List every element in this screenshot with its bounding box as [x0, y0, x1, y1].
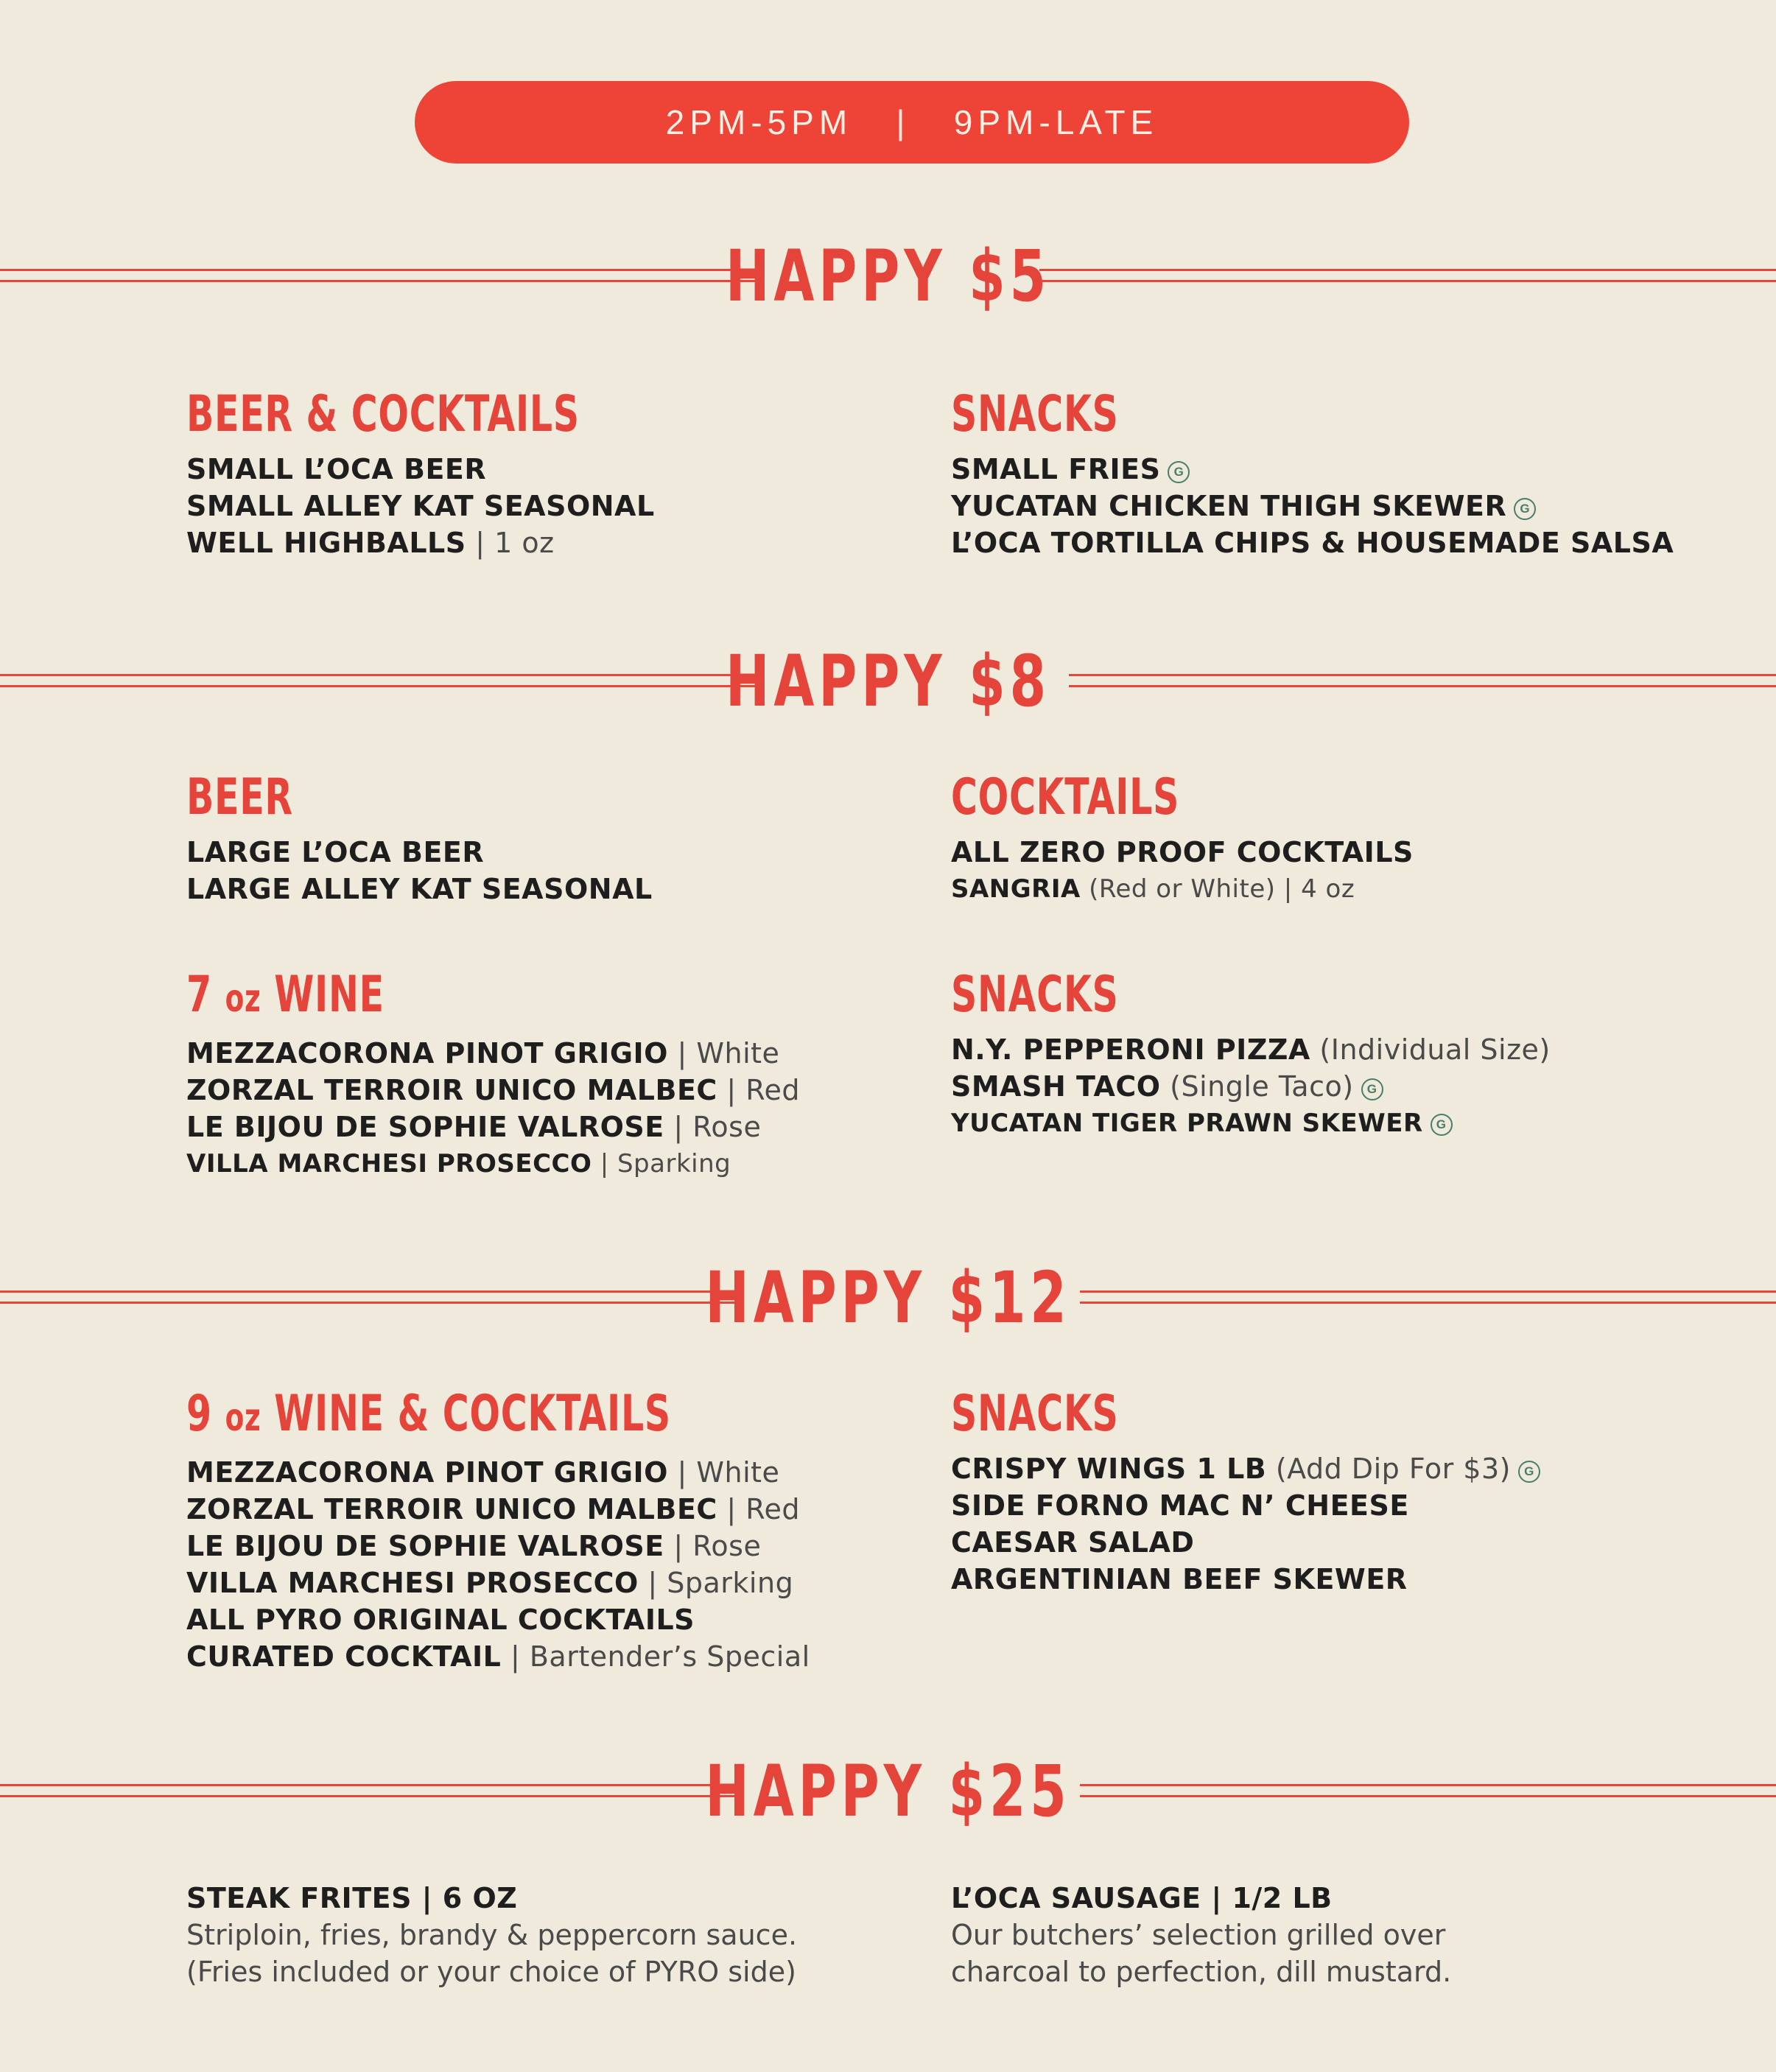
category-heading: BEER [186, 768, 293, 826]
category-heading: SNACKS [951, 1385, 1119, 1443]
gluten-free-icon: G [1361, 1078, 1383, 1100]
category-heading: BEER & COCKTAILS [186, 385, 580, 443]
happy8-snacks [951, 963, 1551, 1142]
happy5-beer-cocktails [186, 383, 732, 561]
hours-banner [415, 81, 1409, 164]
section-divider-happy-8 [0, 640, 1776, 723]
gluten-free-icon: G [1168, 461, 1190, 483]
menu-item: VILLA MARCHESI PROSECCO | Sparking [186, 1567, 794, 1599]
menu-item: CRISPY WINGS 1 LB (Add Dip For $3) G [951, 1450, 1540, 1487]
happy8-cocktails [951, 766, 1414, 907]
gluten-free-icon: G [1514, 498, 1536, 520]
section-divider-happy-25 [0, 1750, 1776, 1833]
happy12-wine-cocktails [186, 1383, 860, 1675]
happy8-wine [186, 963, 800, 1182]
feature-item-name: STEAK FRITES | 6 OZ [186, 1882, 518, 1914]
happy12-snacks [951, 1383, 1540, 1598]
menu-item: LARGE L’OCA BEER [186, 836, 485, 868]
hours-label: 2PM-5PM | 9PM-LATE [665, 103, 1159, 141]
category-heading: 9 oz WINE & COCKTAILS [186, 1385, 671, 1443]
feature-item-description: charcoal to perfection, dill mustard. [951, 1956, 1452, 1988]
feature-item-description: (Fries included or your choice of PYRO side) [186, 1956, 796, 1988]
menu-item: MEZZACORONA PINOT GRIGIO | White [186, 1037, 780, 1070]
menu-item: CURATED COCKTAIL | Bartender’s Special [186, 1640, 810, 1673]
section-divider-happy-5 [0, 235, 1776, 317]
happy25-steak-frites [186, 1880, 797, 1990]
section-title: HAPPY $8 [726, 640, 1050, 723]
menu-item: ALL PYRO ORIGINAL COCKTAILS [186, 1604, 695, 1636]
menu-item: MEZZACORONA PINOT GRIGIO | White [186, 1456, 780, 1489]
menu-item: LE BIJOU DE SOPHIE VALROSE | Rose [186, 1111, 762, 1143]
menu-item: LARGE ALLEY KAT SEASONAL [186, 873, 653, 905]
category-heading: COCKTAILS [951, 768, 1180, 826]
menu-item: LE BIJOU DE SOPHIE VALROSE | Rose [186, 1530, 762, 1562]
feature-item-description: Striploin, fries, brandy & peppercorn sauce. [186, 1919, 798, 1951]
menu-item: SANGRIA (Red or White) | 4 oz [951, 874, 1355, 904]
menu-item: ARGENTINIAN BEEF SKEWER [951, 1563, 1408, 1595]
menu-item: ZORZAL TERROIR UNICO MALBEC | Red [186, 1493, 800, 1525]
menu-item: YUCATAN CHICKEN THIGH SKEWER G [951, 488, 1674, 524]
menu-item: SMALL L’OCA BEER [186, 453, 487, 485]
menu-item: SIDE FORNO MAC N’ CHEESE [951, 1489, 1409, 1522]
happy25-sausage [951, 1880, 1451, 1990]
menu-item: L’OCA TORTILLA CHIPS & HOUSEMADE SALSA [951, 527, 1674, 559]
menu-item: ALL ZERO PROOF COCKTAILS [951, 836, 1414, 868]
section-divider-happy-12 [0, 1257, 1776, 1339]
category-heading: SNACKS [951, 966, 1119, 1024]
menu-item: ZORZAL TERROIR UNICO MALBEC | Red [186, 1074, 800, 1106]
menu-item: SMALL FRIES G [951, 451, 1674, 488]
happy5-snacks [951, 383, 1674, 561]
menu-item: VILLA MARCHESI PROSECCO | Sparking [186, 1149, 731, 1179]
menu-item: CAESAR SALAD [951, 1526, 1195, 1559]
menu-item: WELL HIGHBALLS | 1 oz [186, 527, 555, 559]
section-title: HAPPY $12 [705, 1257, 1071, 1339]
category-heading: SNACKS [951, 385, 1119, 443]
section-title: HAPPY $25 [705, 1750, 1071, 1833]
menu-item: SMASH TACO (Single Taco) G [951, 1068, 1551, 1105]
section-title: HAPPY $5 [726, 235, 1050, 317]
feature-item-description: Our butchers’ selection grilled over [951, 1919, 1446, 1951]
category-heading: 7 oz WINE [186, 966, 385, 1024]
gluten-free-icon: G [1431, 1114, 1453, 1136]
gluten-free-icon: G [1518, 1461, 1540, 1483]
menu-item: N.Y. PEPPERONI PIZZA (Individual Size) [951, 1033, 1551, 1066]
menu-item: YUCATAN TIGER PRAWN SKEWER G [951, 1105, 1551, 1142]
happy8-beer [186, 766, 653, 907]
feature-item-name: L’OCA SAUSAGE | 1/2 LB [951, 1882, 1333, 1914]
menu-item: SMALL ALLEY KAT SEASONAL [186, 490, 655, 522]
